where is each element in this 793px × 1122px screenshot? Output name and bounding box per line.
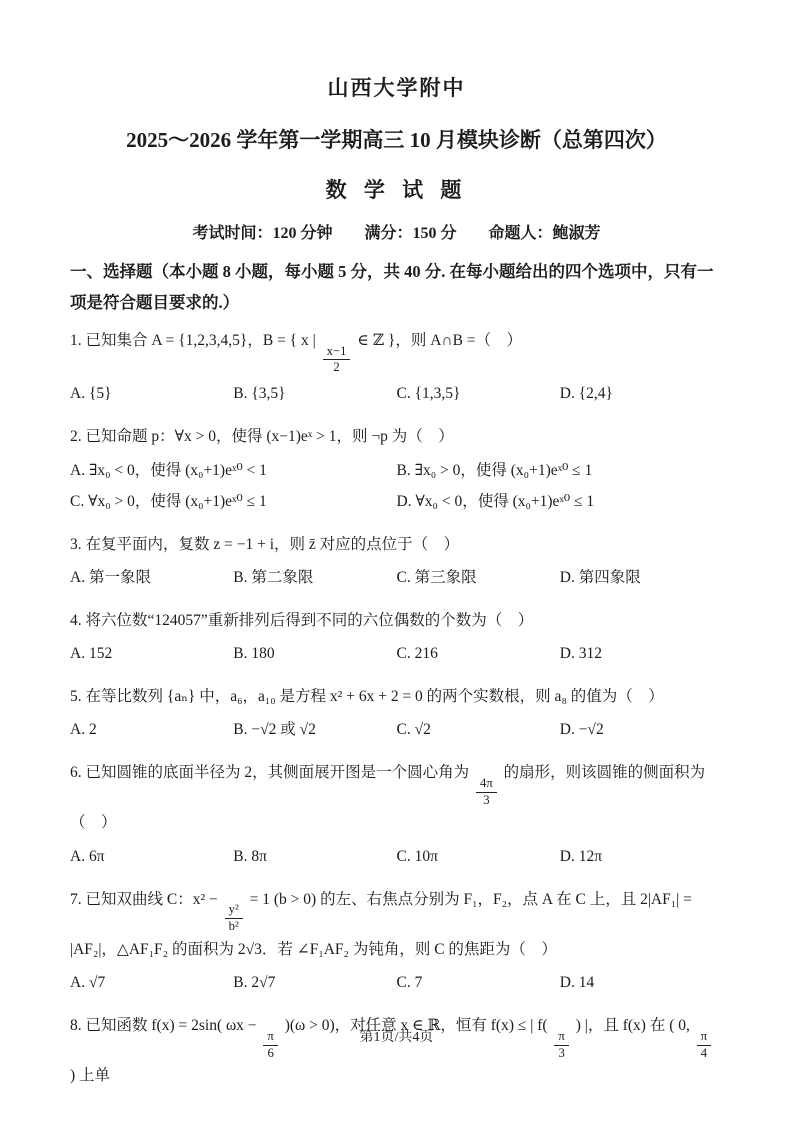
fraction: $\frac{\pi}{3}$: [554, 1029, 568, 1062]
question-1-stem-pre: 1. 已知集合 A = {1,2,3,4,5}，B = { x |: [70, 332, 316, 350]
question-2: [70, 422, 723, 516]
question-1-stem: [70, 326, 723, 376]
option-c: C. 10π: [396, 847, 438, 865]
question-7-stem-post: = 1 (b > 0) 的左、右焦点分别为 F₁，F₂，点 A 在 C 上，且 2|AF₁| = |AF₂|，△AF₁F₂ 的面积为 2√3．若 ∠F₁AF₂ 为钝角，则 C 的焦距为（ ）: [70, 890, 692, 958]
question-1: [70, 326, 723, 409]
question-4-stem: 4. 将六位数“124057”重新排列后得到不同的六位偶数的个数为（ ）: [70, 611, 534, 629]
option-a: A. {5}: [70, 385, 112, 403]
question-4-options: [70, 638, 723, 669]
option-d: D. 14: [559, 974, 595, 992]
option-a: A. 第一象限: [70, 568, 151, 586]
page-number: 第1页/共4页: [359, 1030, 434, 1045]
option-d: D. {2,4}: [559, 385, 613, 403]
question-6-stem: [70, 758, 723, 839]
option-a: A. 6π: [70, 847, 105, 865]
option-b: B. {3,5}: [233, 385, 286, 403]
fraction: $\frac{\pi}{6}$: [263, 1029, 277, 1062]
question-7-options: [70, 967, 723, 998]
section-heading: 一、选择题（本小题 8 小题，每小题 5 分，共 40 分. 在每小题给出的四个选项中，只有一项是符合题目要求的.）: [70, 262, 714, 312]
question-6-options: [70, 841, 723, 872]
option-c: C. √2: [396, 721, 431, 739]
option-b: B. −√2 或 √2: [233, 721, 316, 739]
question-1-stem-post: ∈ ℤ }，则 A∩B =（ ）: [357, 332, 523, 350]
question-1-options: [70, 378, 723, 409]
fraction: $\frac{\pi}{4}$: [697, 1029, 711, 1062]
question-8-stem-p1: 8. 已知函数 f(x) = 2sin( ωx −: [70, 1017, 257, 1035]
option-a: A. 2: [70, 721, 97, 739]
option-c: C. {1,3,5}: [396, 385, 461, 403]
question-3-stem: 3. 在复平面内，复数 z = −1 + i，则 z̄ 对应的点位于（ ）: [70, 535, 460, 553]
question-8-stem-p2: )(ω > 0)，对任意 x ∈ ℝ，恒有 f(x) ≤ | f(: [284, 1017, 548, 1035]
question-8: [70, 1011, 723, 1092]
exam-title: 2025～2026 学年第一学期高三 10 月模块诊断（总第四次）: [126, 128, 667, 152]
question-4: [70, 606, 723, 669]
subject-title: 数 学 试 题: [325, 178, 468, 202]
option-c: C. 7: [396, 974, 423, 992]
option-b: B. 180: [233, 644, 275, 662]
question-2-options: [70, 455, 723, 517]
question-6: [70, 758, 723, 872]
question-8-stem-p4: ) 上单: [70, 1067, 111, 1085]
option-c: C. 第三象限: [396, 568, 477, 586]
fraction: $\frac{x-1}{2}$: [323, 344, 351, 377]
option-d: D. 第四象限: [559, 568, 641, 586]
option-b: B. 8π: [233, 847, 267, 865]
question-5-options: [70, 714, 723, 745]
option-b: B. 第二象限: [233, 568, 314, 586]
question-6-stem-post: 的扇形，则该圆锥的侧面积为（ ）: [70, 764, 706, 832]
option-a: A. ∃x₀ < 0，使得 (x₀+1)eˣ⁰ < 1: [70, 461, 267, 479]
option-b: B. 2√7: [233, 974, 276, 992]
question-7-stem: [70, 885, 723, 966]
option-d: D. 12π: [559, 847, 603, 865]
question-6-stem-pre: 6. 已知圆锥的底面半径为 2，其侧面展开图是一个圆心角为: [70, 764, 470, 782]
school-title: 山西大学附中: [327, 76, 466, 100]
option-b: B. ∃x₀ > 0，使得 (x₀+1)eˣ⁰ ≤ 1: [396, 461, 593, 479]
question-7-stem-pre: 7. 已知双曲线 C：x² −: [70, 890, 218, 908]
question-5-stem: 5. 在等比数列 {aₙ} 中，a₆，a₁₀ 是方程 x² + 6x + 2 = 0 的两个实数根，则 a₈ 的值为（ ）: [70, 687, 664, 705]
exam-info: 考试时间：120 分钟 满分：150 分 命题人：鲍淑芳: [192, 225, 601, 242]
option-d: D. −√2: [559, 721, 604, 739]
question-5: [70, 682, 723, 745]
question-2-stem: 2. 已知命题 p：∀x > 0，使得 (x−1)eˣ > 1，则 ¬p 为（ ）: [70, 428, 454, 446]
option-d: D. 312: [559, 644, 602, 662]
option-a: A. 152: [70, 644, 113, 662]
question-3: [70, 530, 723, 593]
question-8-stem-p3: ) |，且 f(x) 在 ( 0,: [575, 1017, 690, 1035]
option-d: D. ∀x₀ < 0，使得 (x₀+1)eˣ⁰ ≤ 1: [396, 492, 595, 510]
question-3-options: [70, 562, 723, 593]
fraction: $\frac{4\pi}{3}$: [476, 776, 497, 809]
option-c: C. ∀x₀ > 0，使得 (x₀+1)eˣ⁰ ≤ 1: [70, 492, 267, 510]
question-7: [70, 885, 723, 999]
page-header: [70, 72, 723, 243]
option-c: C. 216: [396, 644, 438, 662]
fraction: $\frac{\text{y²}}{\text{b²}}$: [225, 902, 243, 935]
option-a: A. √7: [70, 974, 106, 992]
question-8-stem: [70, 1011, 723, 1092]
